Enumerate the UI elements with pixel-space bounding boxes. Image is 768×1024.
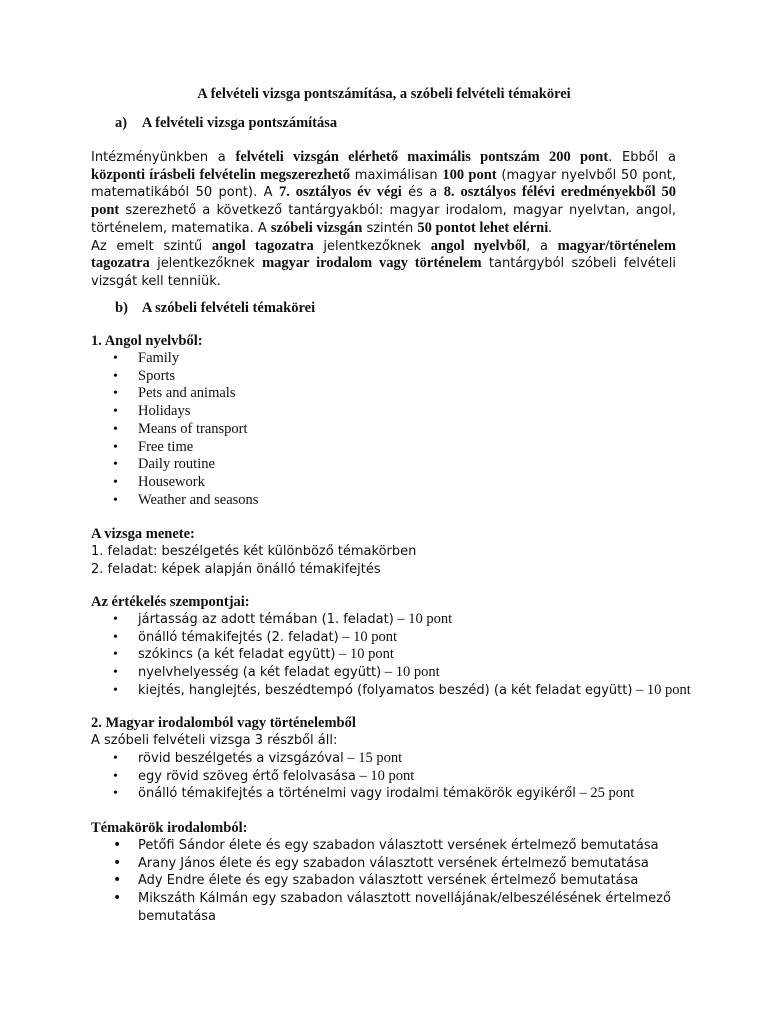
list-item <box>91 646 691 664</box>
hungarian-intro: A szóbeli felvételi vizsga 3 részből áll: <box>91 733 338 748</box>
literature-topics-list <box>91 837 691 926</box>
p2-text-5: tantárgyból szóbeli felvételi vizsgát kell tenniük. <box>91 256 676 289</box>
document-title: A felvételi vizsga pontszámítása, a szóbeli felvételi témakörei <box>197 86 571 102</box>
criteria-text: szókincs (a két feladat együtt) <box>138 647 336 663</box>
part-text: rövid beszélgetés a vizsgázóval <box>138 751 344 766</box>
p2-text-3: , a <box>526 238 558 254</box>
list-item: • Free time <box>91 439 691 457</box>
criteria-points: – 10 pont <box>338 628 398 645</box>
p1-bold-1: felvételi vizsgán elérhető maximális pontszám 200 pont <box>235 149 609 165</box>
tagozat-paragraph <box>91 238 676 291</box>
criteria-text: nyelvhelyesség (a két feladat együtt) <box>138 665 382 681</box>
scoring-paragraphs <box>91 149 676 291</box>
criteria-list <box>91 611 691 700</box>
p1-text-7: szintén <box>362 220 418 236</box>
list-item: • Sports <box>91 368 691 386</box>
list-item <box>91 768 691 786</box>
part-text: önálló témakifejtés a történelmi vagy irodalmi témakörök egyikéről <box>138 786 576 802</box>
exam-step-2: 2. feladat: képek alapján önálló témakifejtés <box>91 562 381 577</box>
english-topics-list <box>91 350 691 509</box>
p1-text-4: (magyar nyelvből 50 pont, matematikából 50 pont). A <box>91 167 676 201</box>
exam-step-1: 1. feladat: beszélgetés két különböző témakörben <box>91 544 417 559</box>
p2-bold-4: magyar irodalom vagy történelem <box>262 255 482 272</box>
part-points: – 15 pont <box>343 750 403 766</box>
p2-text-4: jelentkezőknek <box>149 256 263 272</box>
hungarian-parts-list <box>91 750 691 803</box>
exam-process-heading: A vizsga menete: <box>91 526 195 542</box>
list-item <box>91 750 691 768</box>
list-item: • Housework <box>91 474 691 492</box>
section-a-title: A felvételi vizsga pontszámítása <box>141 115 338 131</box>
p1-bold-2: központi írásbeli felvételin megszerezhető <box>91 166 351 183</box>
criteria-text: kiejtés, hanglejtés, beszédtempó (folyamatos beszéd) (a két feladat együtt) <box>138 682 633 698</box>
list-item: • Arany János élete és egy szabadon választott versének értelmező bemutatása <box>91 855 691 873</box>
section-b-label: b) <box>115 300 128 316</box>
criteria-points: – 10 pont <box>632 681 691 698</box>
criteria-heading: Az értékelés szempontjai: <box>91 594 250 610</box>
p2-bold-3: magyar/történelem tagozatra <box>91 237 676 272</box>
english-heading: 1. Angol nyelvből: <box>91 333 203 349</box>
part-points: – 10 pont <box>355 767 415 784</box>
list-item <box>91 785 691 803</box>
p1-bold-7: 50 pontot lehet elérni <box>417 219 549 236</box>
list-item: • Means of transport <box>91 421 691 439</box>
list-item <box>91 611 691 629</box>
section-a-label: a) <box>115 115 128 131</box>
list-item: • Holidays <box>91 403 691 421</box>
p2-text-1: Az emelt szintű <box>91 238 212 254</box>
list-item: • Daily routine <box>91 456 691 474</box>
literature-heading: Témakörök irodalomból: <box>91 820 248 836</box>
part-points: – 25 pont <box>575 785 635 802</box>
list-item: • Petőfi Sándor élete és egy szabadon választott versének értelmező bemutatása <box>91 837 691 855</box>
p2-text-2: jelentkezőknek <box>313 238 431 254</box>
p1-text-3: maximálisan <box>350 167 443 183</box>
p2-bold-2: angol nyelvből <box>430 237 527 254</box>
p1-text-6: szerezhető a következő tantárgyakból: magyar irodalom, magyar nyelvtan, angol, történelem, matematika. A <box>91 203 676 236</box>
part-text: egy rövid szöveg értő felolvasása <box>138 768 356 784</box>
criteria-points: – 10 pont <box>381 664 440 681</box>
criteria-points: – 10 pont <box>393 611 453 627</box>
p1-text-1: Intézményünkben a <box>91 150 236 165</box>
p1-text-2: . Ebből a <box>608 150 676 165</box>
criteria-points: – 10 pont <box>335 646 394 663</box>
p2-bold-1: angol tagozatra <box>211 237 314 254</box>
section-b-title: A szóbeli felvételi témakörei <box>141 300 316 316</box>
criteria-text: jártasság az adott témában (1. feladat) <box>138 612 394 627</box>
p1-bold-3: 100 pont <box>442 166 497 183</box>
hungarian-heading: 2. Magyar irodalomból vagy történelemből <box>91 715 356 731</box>
criteria-text: önálló témakifejtés (2. feladat) <box>138 629 339 645</box>
list-item <box>91 682 691 700</box>
section-a-heading <box>115 115 337 133</box>
list-item: • Family <box>91 350 691 368</box>
p1-text-5: és a <box>401 185 444 201</box>
list-item: • Mikszáth Kálmán egy szabadon választott novellájának/elbeszélésének értelmező bemutatása <box>91 890 691 925</box>
list-item: • Weather and seasons <box>91 492 691 510</box>
p1-bold-6: szóbeli vizsgán <box>270 219 363 236</box>
list-item: • Pets and animals <box>91 385 691 403</box>
list-item: • Ady Endre élete és egy szabadon választott versének értelmező bemutatása <box>91 872 691 890</box>
section-b-heading <box>115 300 315 318</box>
p1-bold-4: 7. osztályos év végi <box>278 184 402 201</box>
p1-bold-5: 8. osztályos félévi eredményekből 50 pont <box>91 184 677 219</box>
list-item <box>91 629 691 647</box>
p1-text-8: . <box>548 219 552 236</box>
list-item <box>91 664 691 682</box>
scoring-paragraph <box>91 149 676 238</box>
